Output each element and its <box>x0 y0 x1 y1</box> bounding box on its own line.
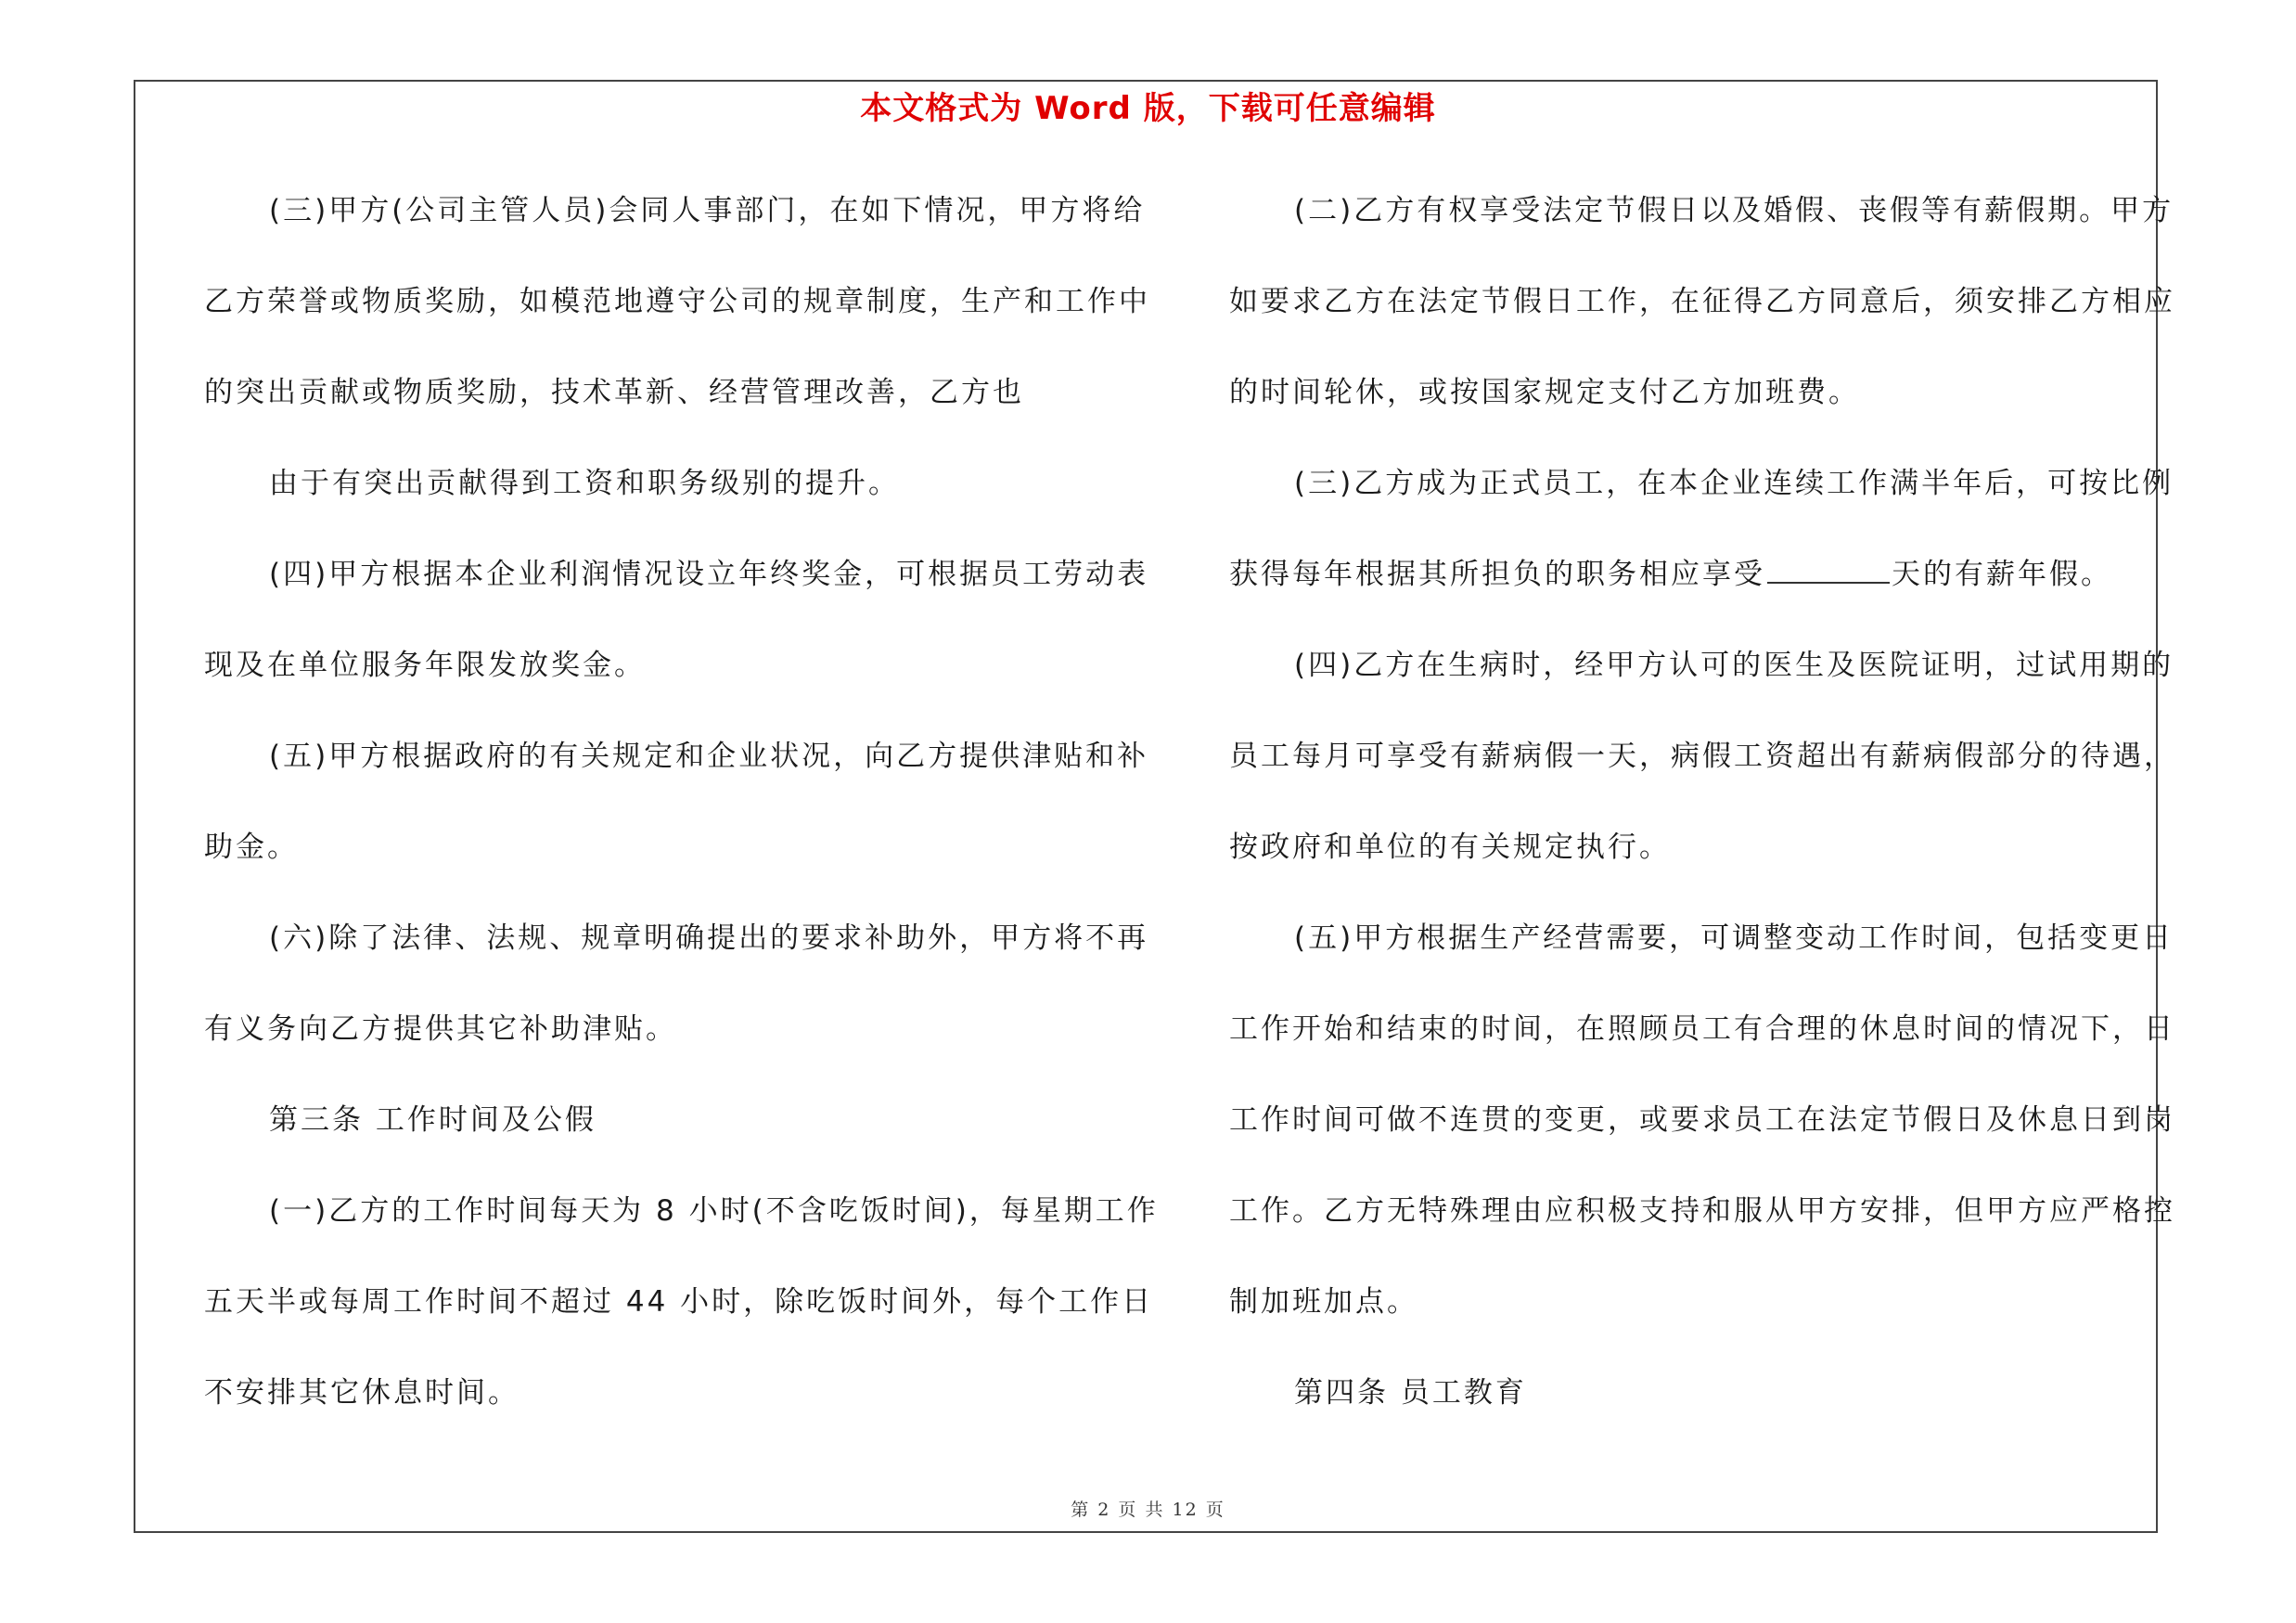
paragraph-line: 按政府和单位的有关规定执行。 <box>1229 831 1671 864</box>
page-number: 第 2 页 共 12 页 <box>1071 1500 1225 1520</box>
paragraph-line: 有义务向乙方提供其它补助津贴。 <box>204 1012 677 1046</box>
word-format-banner: 本文格式为 Word 版，下载可任意编辑 <box>860 90 1436 127</box>
section-heading: 第四条 员工教育 <box>1294 1376 1527 1410</box>
paragraph-line: (四)乙方在生病时，经甲方认可的医生及医院证明，过试用期的 <box>1294 649 2174 682</box>
paragraph-line: (四)甲方根据本企业利润情况设立年终奖金，可根据员工劳动表 <box>269 558 1149 591</box>
left-column <box>204 181 1159 1454</box>
paragraph-line: 员工每月可享受有薪病假一天，病假工资超出有薪病假部分的待遇， <box>1229 740 2175 773</box>
paragraph-line: (二)乙方有权享受法定节假日以及婚假、丧假等有薪假期。甲方 <box>1294 194 2174 227</box>
paragraph-line: 工作。乙方无特殊理由应积极支持和服从甲方安排，但甲方应严格控 <box>1229 1194 2175 1228</box>
paragraph-line: 如要求乙方在法定节假日工作，在征得乙方同意后，须安排乙方相应 <box>1229 285 2175 318</box>
right-column <box>1229 181 2175 1454</box>
paragraph-line: 工作开始和结束的时间，在照顾员工有合理的休息时间的情况下，日 <box>1229 1012 2175 1046</box>
paragraph-line: (三)甲方(公司主管人员)会同人事部门，在如下情况，甲方将给 <box>269 194 1146 227</box>
paragraph-line: 助金。 <box>204 831 299 864</box>
paragraph-line: 乙方荣誉或物质奖励，如模范地遵守公司的规章制度，生产和工作中 <box>204 285 1150 318</box>
paragraph-line: 由于有突出贡献得到工资和职务级别的提升。 <box>269 467 900 500</box>
paragraph-line: 制加班加点。 <box>1229 1285 1418 1319</box>
paragraph-line: (六)除了法律、法规、规章明确提出的要求补助外，甲方将不再 <box>269 921 1149 955</box>
text-before-blank: 获得每年根据其所担负的职务相应享受 <box>1229 558 1765 591</box>
paragraph-line: 的突出贡献或物质奖励，技术革新、经营管理改善，乙方也 <box>204 376 1024 409</box>
paragraph-line: (五)甲方根据政府的有关规定和企业状况，向乙方提供津贴和补 <box>269 740 1149 773</box>
paragraph-line: 五天半或每周工作时间不超过 44 小时，除吃饭时间外，每个工作日 <box>204 1285 1154 1319</box>
paragraph-line: (一)乙方的工作时间每天为 8 小时(不含吃饭时间)，每星期工作 <box>269 1194 1159 1228</box>
paragraph-line-with-blank <box>1229 545 2157 636</box>
paragraph-line: (五)甲方根据生产经营需要，可调整变动工作时间，包括变更日 <box>1294 921 2174 955</box>
paragraph-line: 不安排其它休息时间。 <box>204 1376 519 1410</box>
paragraph-line: 工作时间可做不连贯的变更，或要求员工在法定节假日及休息日到岗 <box>1229 1103 2175 1137</box>
paragraph-line: 的时间轮休，或按国家规定支付乙方加班费。 <box>1229 376 1860 409</box>
paragraph-line: 现及在单位服务年限发放奖金。 <box>204 649 646 682</box>
section-heading: 第三条 工作时间及公假 <box>269 1103 596 1137</box>
fill-in-blank <box>1767 558 1890 584</box>
text-after-blank: 天的有薪年假。 <box>1892 558 2112 591</box>
paragraph-line: (三)乙方成为正式员工，在本企业连续工作满半年后，可按比例 <box>1294 467 2174 500</box>
